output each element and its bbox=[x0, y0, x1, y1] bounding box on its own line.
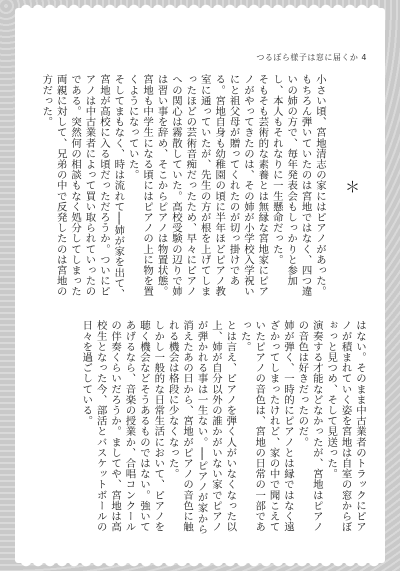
body-text-upper: 小さい頃、宮地清志の家にはピアノがあった。 もちろん弾いていたのは宮地ではなく、四つ違いの姉の方で、毎年発表会もしっかりと参加し、本人もそれなりに一生懸命だった。 そもそも芸術的な素養とは無縁な宮地家にピアノがやってきたのは、その姉が小学校入学祝いにと祖父母が贈ってくれたのが切っ掛けである。宮地自身も幼稚園の頃に半年ほどピアノ教室に通っていたが、先生の方が根を上げてしまったほどの芸術音痴だったため、早々にピアノへの関心は霧散していた。高校受験の辺りで姉は習い事を辞め、そこからピアノは物置状態。宮地も中学生になる頃にはピアノの上に物を置くようになっていた。 そしてまもなく、時は流れて──姉が家を出て、宮地が高校に入る頃だっただろうか。ついにピアノは中古業者によって買い取られていったのである。突然何の相談もなく処分してしまった両親に対して、兄弟の中で反発したのは宮地の方だった。 bbox=[40, 74, 326, 299]
lace-border-bottom bbox=[20, 561, 380, 571]
section-break-mark: ＊ bbox=[345, 178, 361, 196]
running-head: つるぼら様子は窓に届くか 4 bbox=[256, 53, 367, 62]
body-text-lower: はない。そのまま中古業者のトラックにピアノが積まれていく姿を宮地は自室の窓からぼぉっと見つめ、そして見送った。 演奏する才能などなかったが、宮地はピアノの音色は好きだったのだ。 姉が弾く、一時的にピアノとは縁ではなく遠ざかってしまったけれど、家の中で聞こえていたピアノの音色は、宮地の日常の一部であった。 とは言え、ピアノを弾く人がいなくなった以上、姉が自分以外の誰かがいない家でピアノが弾かれる事は一生ない。──ピアノが家から消えたあの日から、宮地がピアノの音色に触れる機会は格段に少なくなった。 しかし一般的な日常生活において、ピアノを聴く機会などそうあるものではない。強いてあげるなら、音楽の授業か、合唱コンクールの伴奏くらいだろうか。ましてや、宮地は高校生となった今、部活とバスケットボールの日々を過ごしている。 bbox=[80, 320, 366, 535]
